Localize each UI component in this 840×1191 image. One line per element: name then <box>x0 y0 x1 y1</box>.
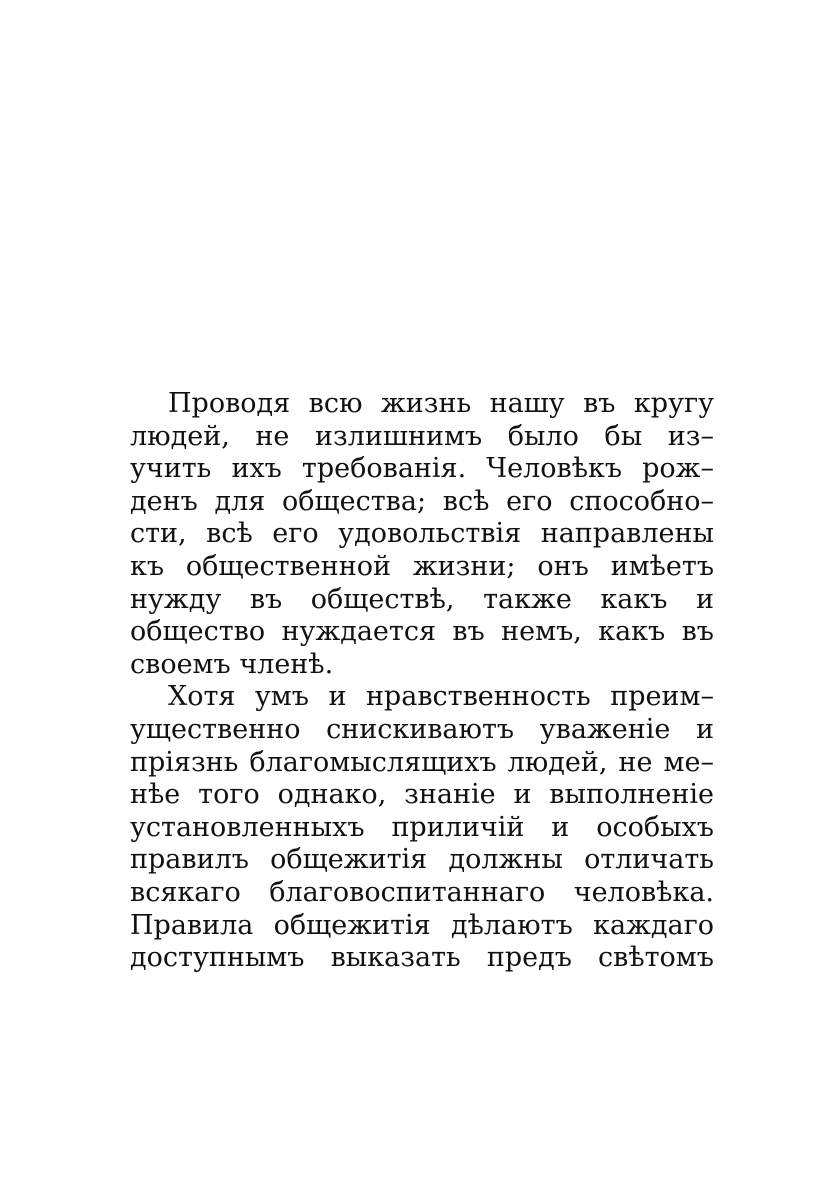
text-line: всякаго благовоспитаннаго человѣка. <box>130 876 714 908</box>
text-line: нѣе того однако, знаніе и выполненіе <box>130 779 714 811</box>
text-line: денъ для общества; всѣ его способно– <box>130 485 714 517</box>
text-line: общество нуждается въ немъ, какъ въ <box>130 616 714 648</box>
text-line: правилъ общежитія должны отличать <box>130 844 714 876</box>
text-line: ущественно снискиваютъ уваженіе и <box>130 713 714 745</box>
text-line: людей, не излишнимъ было бы из– <box>130 420 714 452</box>
text-line: установленныхъ приличій и особыхъ <box>130 811 714 843</box>
text-line: пріязнь благомыслящихъ людей, не ме– <box>130 746 714 778</box>
text-line: нужду въ обществѣ, также какъ и <box>130 583 714 615</box>
text-line: Проводя всю жизнь нашу въ кругу <box>168 388 714 419</box>
text-line: доступнымъ выказать предъ свѣтомъ <box>130 942 714 974</box>
paragraph-2 <box>130 681 714 974</box>
body-text <box>130 388 714 975</box>
text-line: къ общественной жизни; онъ имѣетъ <box>130 550 714 582</box>
text-line: Хотя умъ и нравственность преим– <box>168 681 714 713</box>
text-line: своемъ членѣ. <box>130 648 334 680</box>
text-line: учить ихъ требованія. Человѣкъ рож– <box>130 453 714 485</box>
paragraph-1 <box>130 388 714 681</box>
text-line: Правила общежитія дѣлаютъ каждаго <box>130 909 714 941</box>
text-line: сти, всѣ его удовольствія направлены <box>130 518 714 550</box>
